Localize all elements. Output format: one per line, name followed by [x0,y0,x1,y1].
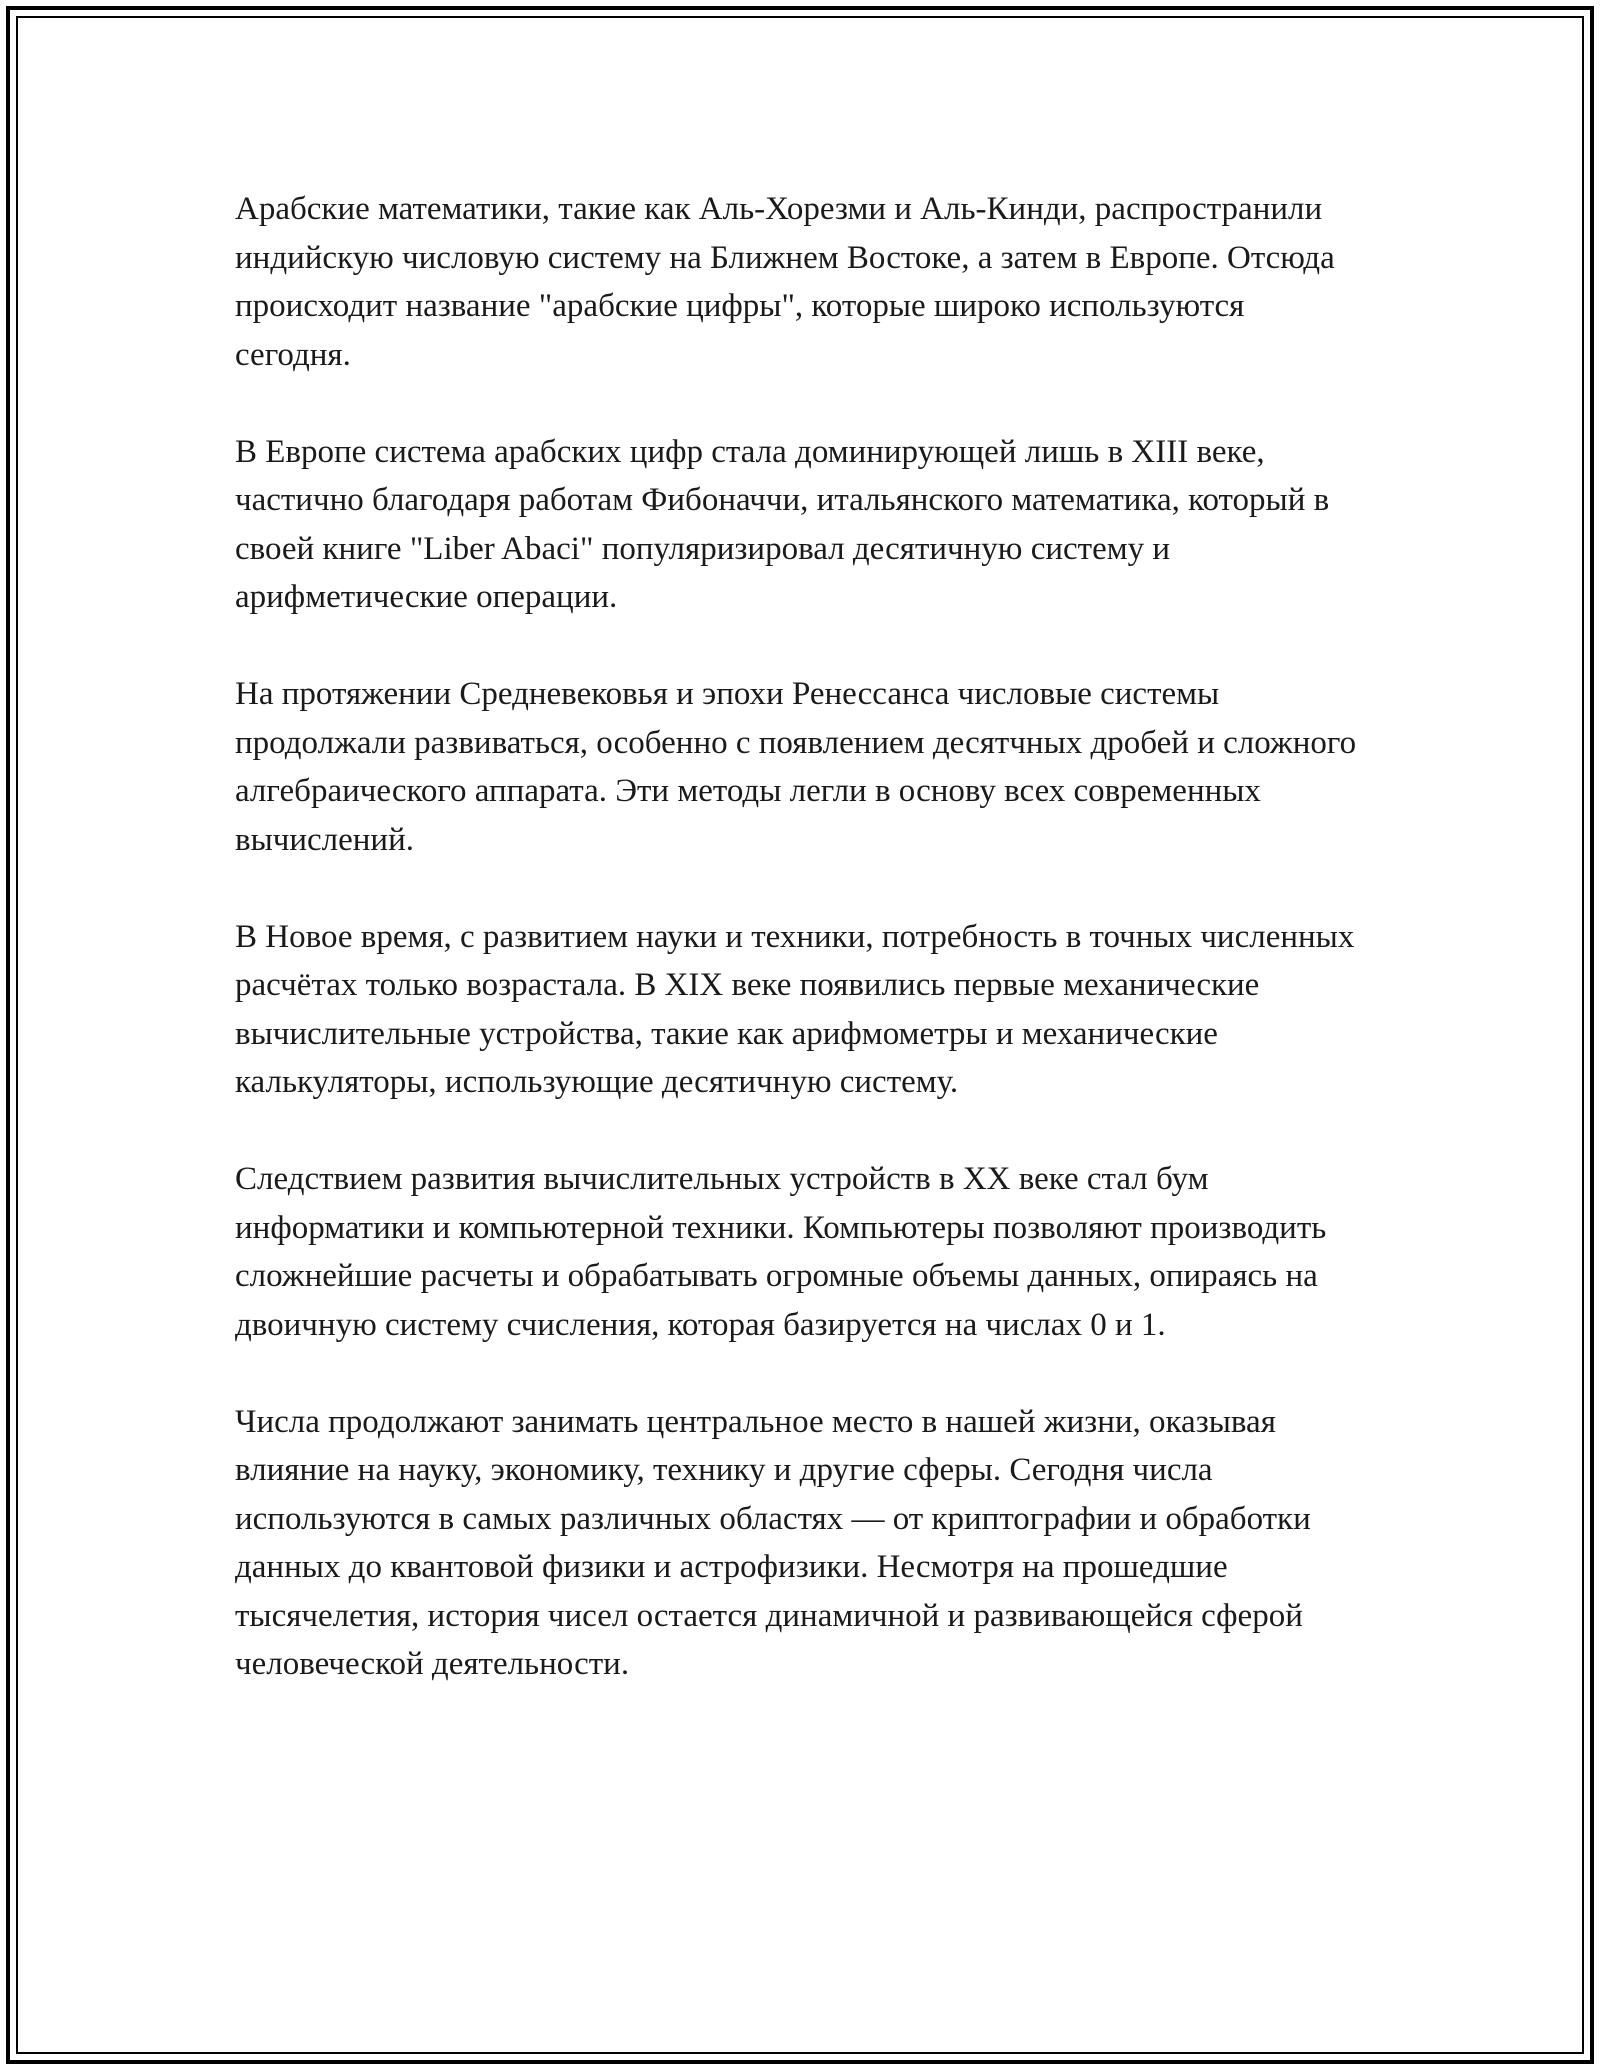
document-body [235,185,1365,1689]
paragraph-modern-era: В Новое время, с развитием науки и техники, потребность в точных численных расчётах только возрастала. В XIX веке появились первые механические вычислительные устройства, такие как арифмометры и механические калькуляторы, использующие десятичную систему. [235,918,1355,1100]
paragraph-conclusion: Числа продолжают занимать центральное место в нашей жизни, оказывая влияние на науку, экономику, технику и другие сферы. Сегодня числа используются в самых различных областях — от криптографии и обработки данных до квантовой физики и астрофизики. Несмотря на прошедшие тысячелетия, история чисел остается динамичной и развивающейся сферой человеческой деятельности. [235,1403,1311,1682]
paragraph-computers: Следствием развития вычислительных устройств в XX веке стал бум информатики и компьютерной техники. Компьютеры позволяют производить сложнейшие расчеты и обрабатывать огромные объемы данных, опираясь на двоичную систему счисления, которая базируется на числах 0 и 1. [235,1161,1327,1343]
paragraph-middle-ages-renaissance: На протяжении Средневековья и эпохи Ренессанса числовые системы продолжали развиваться, особенно с появлением десятчных дробей и сложного алгебраического аппарата. Эти методы легли в основу всех современных вычислений. [235,676,1357,858]
paragraph-arabic-mathematicians: Арабские математики, такие как Аль-Хорезми и Аль-Кинди, распространили индийскую числовую систему на Ближнем Востоке, а затем в Европе. Отсюда происходит название "арабские цифры", которые широко используются сегодня. [235,191,1335,373]
paragraph-europe-fibonacci: В Европе система арабских цифр стала доминирующей лишь в XIII веке, частично благодаря работам Фибоначчи, итальянского математика, который в своей книге "Liber Abaci" популяризировал десятичную систему и арифметические операции. [235,433,1330,615]
